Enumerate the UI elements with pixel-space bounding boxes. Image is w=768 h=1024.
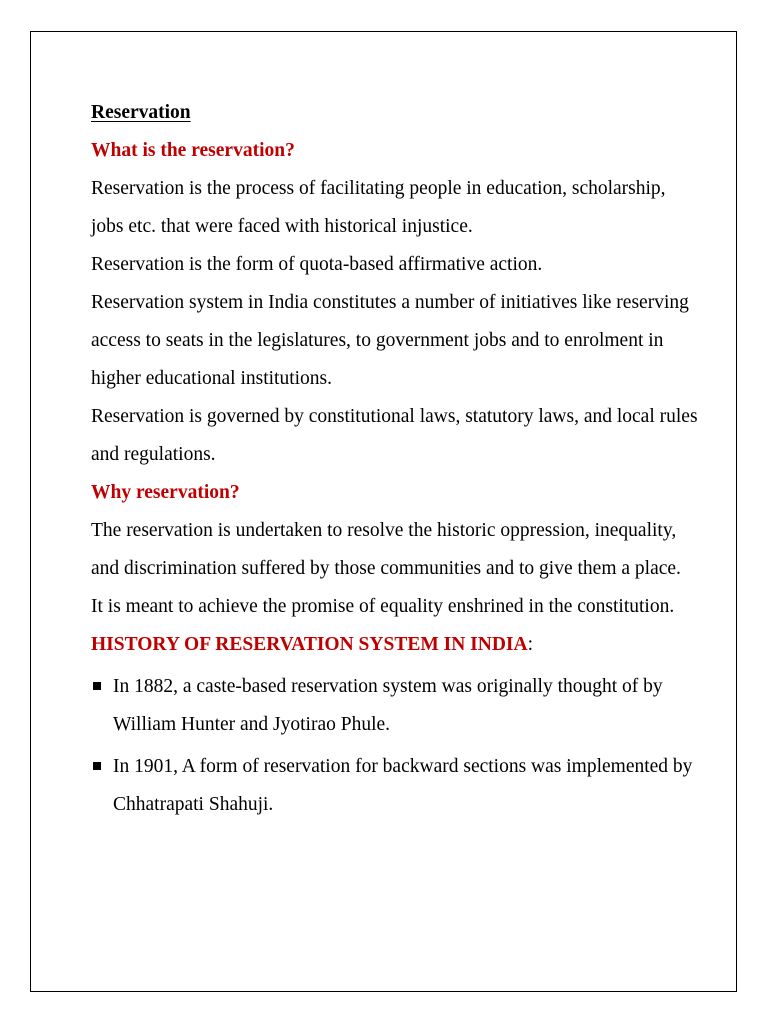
history-heading-text: HISTORY OF RESERVATION SYSTEM IN INDIA <box>91 634 528 655</box>
list-item <box>91 748 701 824</box>
square-bullet-icon <box>93 682 101 690</box>
document-title: Reservation <box>91 102 191 123</box>
paragraph: Reservation system in India constitutes a number of initiatives like reserving access to seats in the legislatures, to government jobs and to enrolment in higher educational institutions. <box>91 292 689 389</box>
paragraph: It is meant to achieve the promise of equality enshrined in the constitution. <box>91 596 675 617</box>
paragraph: Reservation is the form of quota-based affirmative action. <box>91 254 543 275</box>
section-heading-what: What is the reservation? <box>91 140 295 161</box>
history-heading-colon: : <box>527 634 534 655</box>
paragraph: Reservation is the process of facilitating people in education, scholarship, jobs etc. that were faced with historical injustice. <box>91 178 666 237</box>
paragraph: Reservation is governed by constitutional laws, statutory laws, and local rules and regulations. <box>91 406 698 465</box>
list-item <box>91 668 701 744</box>
section-heading-history <box>91 626 701 664</box>
history-bullet-list <box>91 668 701 824</box>
square-bullet-icon <box>93 762 101 770</box>
bullet-text: In 1901, A form of reservation for backward sections was implemented by Chhatrapati Shahuji. <box>113 756 693 815</box>
section-heading-why: Why reservation? <box>91 482 240 503</box>
document-body <box>91 94 701 828</box>
bullet-text: In 1882, a caste-based reservation system was originally thought of by William Hunter and Jyotirao Phule. <box>113 676 663 735</box>
paragraph: The reservation is undertaken to resolve the historic oppression, inequality, and discrimination suffered by those communities and to give them a place. <box>91 520 681 579</box>
